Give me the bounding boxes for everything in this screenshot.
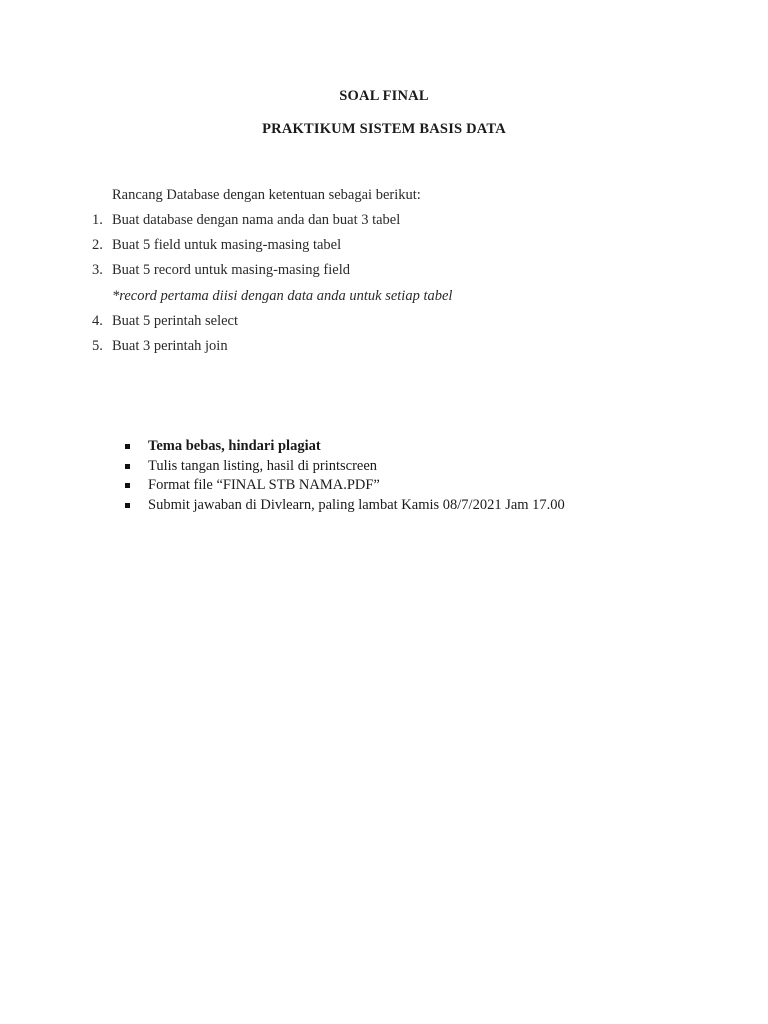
task-item xyxy=(0,313,768,338)
task-number: 3. xyxy=(92,262,103,279)
task-item xyxy=(0,262,768,287)
task-text: Buat 5 record untuk masing-masing field xyxy=(112,262,350,279)
task-text: Buat 5 perintah select xyxy=(112,312,239,329)
task-number: 1. xyxy=(92,212,103,228)
task-number: 5. xyxy=(92,337,103,354)
task-item xyxy=(0,237,768,262)
square-bullet-icon xyxy=(125,483,130,488)
task-item xyxy=(0,338,768,363)
square-bullet-icon xyxy=(125,444,130,449)
task-note xyxy=(0,288,768,313)
note-text: Format file “FINAL STB NAMA.PDF” xyxy=(148,477,380,493)
task-item xyxy=(0,212,768,237)
task-text: Buat 5 field untuk masing-masing tabel xyxy=(112,237,342,254)
note-text: Tema bebas, hindari plagiat xyxy=(148,438,321,454)
task-number: 4. xyxy=(92,312,103,329)
note-text: Submit jawaban di Divlearn, paling lambat Kamis 08/7/2021 Jam 17.00 xyxy=(148,496,565,513)
document-subtitle: PRAKTIKUM SISTEM BASIS DATA xyxy=(262,121,506,137)
task-list xyxy=(0,212,768,363)
note-text: Tulis tangan listing, hasil di printscreen xyxy=(148,457,378,474)
task-text: Buat 3 perintah join xyxy=(112,337,228,354)
note-item xyxy=(0,458,768,478)
note-item xyxy=(0,477,768,497)
notes-list xyxy=(0,438,768,516)
task-note-text: *record pertama diisi dengan data anda untuk setiap tabel xyxy=(112,287,453,304)
intro-text: Rancang Database dengan ketentuan sebagai berikut: xyxy=(112,187,421,203)
task-number: 2. xyxy=(92,237,103,254)
note-item xyxy=(0,438,768,458)
task-text: Buat database dengan nama anda dan buat 3 tabel xyxy=(112,212,401,228)
note-item xyxy=(0,497,768,517)
square-bullet-icon xyxy=(125,464,130,469)
square-bullet-icon xyxy=(125,503,130,508)
document-title: SOAL FINAL xyxy=(339,88,429,104)
